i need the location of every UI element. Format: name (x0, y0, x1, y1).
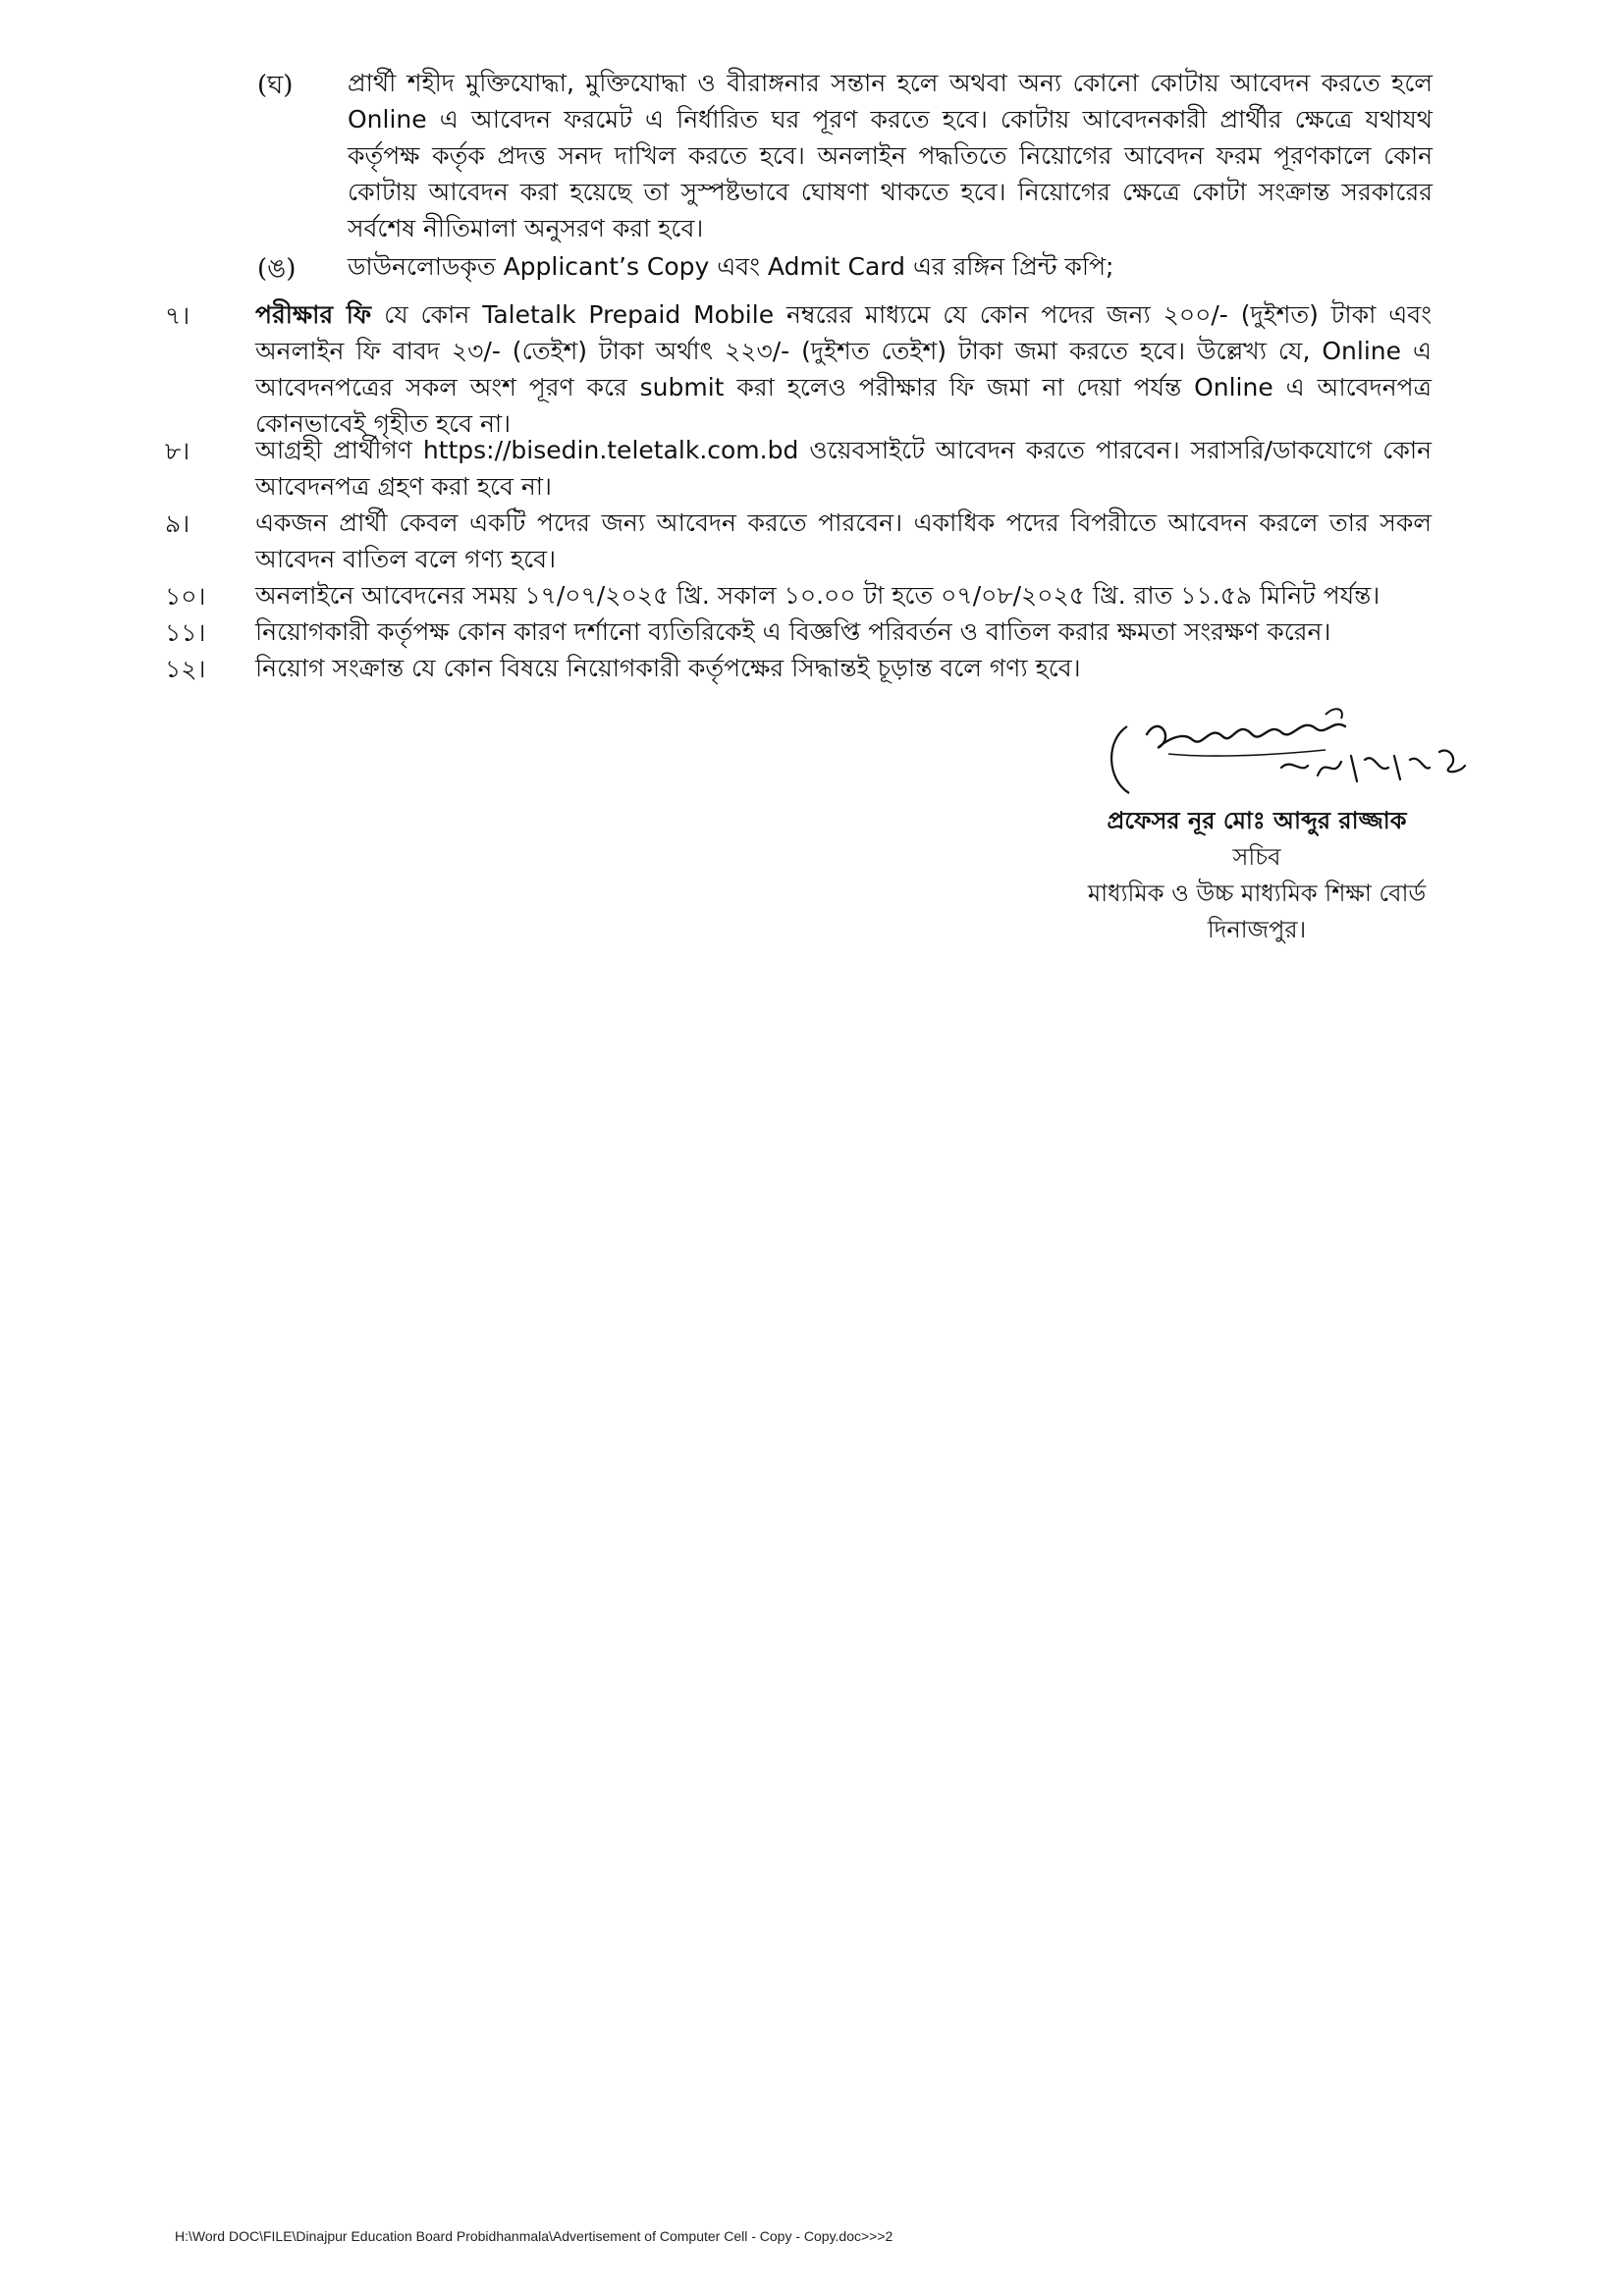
signer-designation: সচিব (1232, 843, 1281, 871)
item-number: ৮। (165, 437, 190, 465)
clause-mark: (ঘ) (257, 71, 294, 100)
item-number: ১০। (165, 582, 206, 611)
item-number: ৭। (165, 301, 190, 330)
handwritten-signature (1100, 697, 1492, 815)
clause-text: ডাউনলোডকৃত Applicant’s Copy এবং Admit Card এর রঙ্গিন প্রিন্ট কপি; (348, 252, 1114, 281)
item-number: ১২। (165, 655, 206, 683)
clause-mark: (ঙ) (257, 254, 297, 284)
clause-text: প্রার্থী শহীদ মুক্তিযোদ্ধা, মুক্তিযোদ্ধা ও বীরাঙ্গনার সন্তান হলে অথবা অন্য কোনো কোটায় আবেদন করতে হলে Online এ আবেদন ফরমেট এ নির্ধারিত ঘর পূরণ করতে হবে। কোটায় আবেদনকারী প্রার্থীর ক্ষেত্রে যথাযথ কর্তৃপক্ষ কর্তৃক প্রদত্ত সনদ দাখিল করতে হবে। অনলাইন পদ্ধতিতে নিয়োগের আবেদন ফরম পূরণকালে কোন কোটায় আবেদন করা হয়েছে তা সুস্পষ্টভাবে ঘোষণা থাকতে হবে। নিয়োগের ক্ষেত্রে কোটা সংক্রান্ত সরকারের সর্বশেষ নীতিমালা অনুসরণ করা হবে। (348, 69, 1433, 242)
item-number: ৯। (165, 509, 190, 538)
item-text (255, 296, 1432, 442)
item-text: নিয়োগকারী কর্তৃপক্ষ কোন কারণ দর্শানো ব্যতিরিকেই এ বিজ্ঞপ্তি পরিবর্তন ও বাতিল করার ক্ষমতা সংরক্ষণ করেন। (255, 617, 1331, 646)
item-body: যে কোন Taletalk Prepaid Mobile নম্বরের মাধ্যমে যে কোন পদের জন্য ২০০/- (দুইশত) টাকা এবং অনলাইন ফি বাবদ ২৩/- (তেইশ) টাকা অর্থাৎ ২২৩/- (দুইশত তেইশ) টাকা জমা করতে হবে। উল্লেখ্য যে, Online এ আবেদনপত্রের সকল অংশ পূরণ করে submit করা হলেও পরীক্ষার ফি জমা না দেয়া পর্যন্ত Online এ আবেদনপত্র কোনভাবেই গৃহীত হবে না। (255, 300, 1432, 438)
item-text: একজন প্রার্থী কেবল একটি পদের জন্য আবেদন করতে পারবেন। একাধিক পদের বিপরীতে আবেদন করলে তার সকল আবেদন বাতিল বলে গণ্য হবে। (255, 508, 1432, 573)
item-text: অনলাইনে আবেদনের সময় ১৭/০৭/২০২৫ খ্রি. সকাল ১০.০০ টা হতে ০৭/০৮/২০২৫ খ্রি. রাত ১১.৫৯ মিনিট পর্যন্ত। (255, 581, 1380, 610)
signer-office: মাধ্যমিক ও উচ্চ মাধ্যমিক শিক্ষা বোর্ড (1087, 880, 1427, 907)
item-number: ১১। (165, 618, 206, 647)
signer-location: দিনাজপুর। (1207, 916, 1307, 943)
footer-file-path: H:\Word DOC\FILE\Dinajpur Education Board Probidhanmala\Advertisement of Computer Cell - Copy - Copy.doc>>>2 (175, 2228, 893, 2244)
item-text: নিয়োগ সংক্রান্ত যে কোন বিষয়ে নিয়োগকারী কর্তৃপক্ষের সিদ্ধান্তই চূড়ান্ত বলে গণ্য হবে। (255, 654, 1081, 682)
signer-name: প্রফেসর নূর মোঃ আব্দুর রাজ্জাক (1107, 807, 1407, 834)
item-lead: পরীক্ষার ফি (255, 300, 372, 329)
item-text: আগ্রহী প্রার্থীগণ https://bisedin.teletalk.com.bd ওয়েবসাইটে আবেদন করতে পারবেন। সরাসরি/ডাকযোগে কোন আবেদনপত্র গ্রহণ করা হবে না। (255, 436, 1432, 501)
